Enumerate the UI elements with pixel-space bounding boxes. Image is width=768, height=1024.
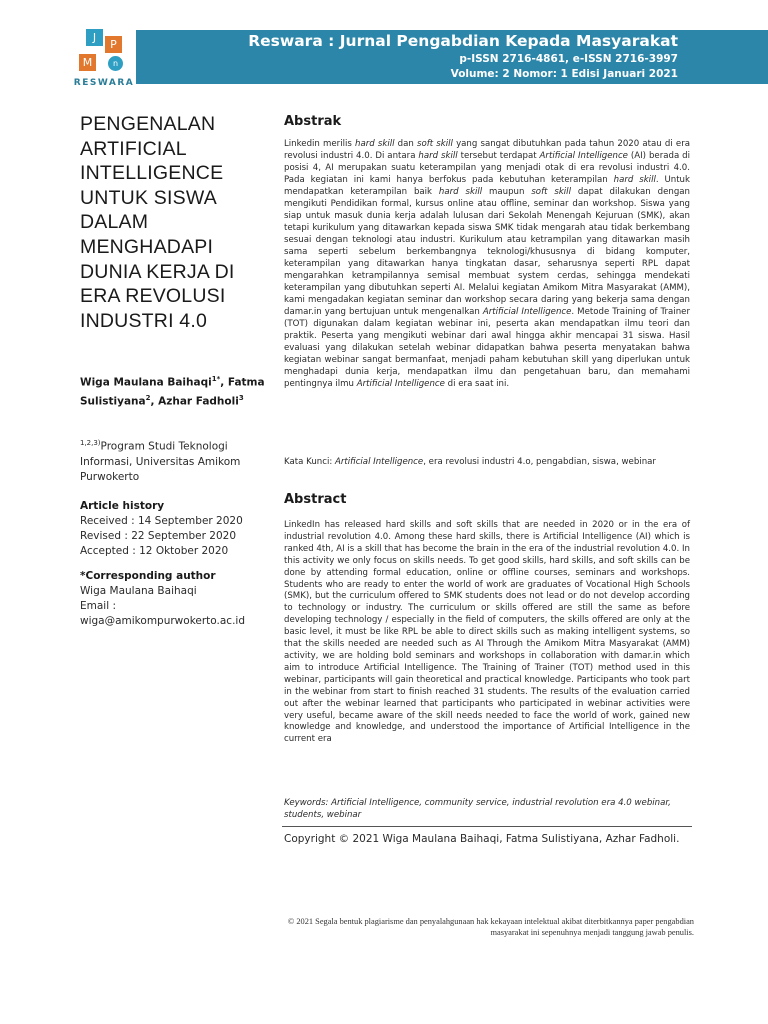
author-list — [80, 372, 270, 409]
journal-title: Reswara : Jurnal Pengabdian Kepada Masyarakat — [248, 32, 678, 50]
divider — [282, 826, 692, 827]
footer-note: © 2021 Segala bentuk plagiarisme dan penyalahgunaan hak kekayaan intelektual akibat diterbitkannya paper pengabdian masyarakat ini sepenuhnya menjadi tanggung jawab penulis. — [287, 917, 694, 937]
logo-letter-j: J — [86, 29, 103, 46]
abstrak-text: Linkedin merilis hard skill dan soft skill yang sangat dibutuhkan pada tahun 2020 atau di era revolusi industri 4.0. Di antara hard skill tersebut terdapat Artificial Intelligence (AI) berada di posisi 4, AI merupakan suatu keterampilan yang menjadi otak di era revolusi industri 4.0. Pada kegiatan ini kami hanya berfokus pada kebutuhan keterampilan hard skill. Untuk mendapatkan keterampilan baik hard skill maupun soft skill dapat dilakukan dengan mengikuti Pendidikan formal, kursus online atau offline, seminar dan workshop. Siswa yang siap untuk masuk dunia kerja adalah lulusan dari Sekolah Menengah Kejuruan (SMK), akan tetapi kurikulum yang ditawarkan kepada siswa SMK tidak mengarah atau tidak berkembang sesuai dengan teknologi atau industri. Kurikulum atau ketrampilan yang ditawarkan masih sama seperti sebelum berkembangnya teknologi/khususnya di bidang komputer, keterampilan yang ditawarkan hanya tingkatan dasar, seharusnya seperti RPL dapat mengarahkan ketrampilannya semisal membuat system cerdas, sehingga mendekati keterampilan yang dibutuhkan seperti AI. Melalui kegiatan Amikom Mitra Masyarakat (AMM), kami mengadakan kegiatan seminar dan workshop secara daring yang bekerja sama dengan damar.in yang bertujuan untuk mengenalkan Artificial Intelligence. Metode Training of Trainer (TOT) digunakan dalam kegiatan webinar ini, peserta akan mendapatkan ilmu teori dan praktik. Peserta yang mengikuti webinar dari awal hingga akhir mencapai 31 siswa. Hasil evaluasi yang dilakukan setelah webinar didapatkan bahwa peserta menyatakan bahwa kegiatan webinar sangat bermanfaat, menjadi paham kebutuhan skill yang diperlukan untuk menghadapi dunia kerja, mendapatkan ilmu dan pengetahuan baru, dan memahami pentingnya ilmu Artificial Intelligence di era saat ini. — [284, 139, 690, 389]
author-name: , Fatma Sulistiyana — [80, 376, 265, 407]
journal-volume: Volume: 2 Nomor: 1 Edisi Januari 2021 — [450, 68, 678, 80]
logo-letter-p: P — [105, 36, 122, 53]
author-marker: 3 — [238, 393, 244, 402]
journal-banner — [136, 30, 768, 84]
article-title: PENGENALAN ARTIFICIAL INTELLIGENCE UNTUK SISWA DALAM MENGHADAPI DUNIA KERJA DI ERA REVOLUSI INDUSTRI 4.0 — [80, 113, 235, 332]
journal-issn: p-ISSN 2716-4861, e-ISSN 2716-3997 — [459, 53, 678, 65]
revised-date: Revised : 22 September 2020 — [80, 530, 237, 542]
abstract-text: LinkedIn has released hard skills and soft skills that are needed in 2020 or in the era of industrial revolution 4.0. Among these hard skills, there is Artificial Intelligence (AI) which is ranked 4th, AI is a skill that has become the brain in the era of the industrial revolution 4.0. In this activity we only focus on skills needs. To get good skills, hard skills, and soft skills can be done by attending formal education, online or offline courses, seminars and workshops. Students who are ready to enter the world of work are graduates of Vocational High Schools (SMK), but the curriculum offered to SMK students does not lead or do not develop according to technology or industry. The curriculum or skills offered are still the same as before developing technology / especially in the field of computers, the skills offered are only at the basic level, it must be like RPL be able to direct skills such as making intelligent systems, so that the skills needed are needed such as AI Through the Amikom Mitra Masyarakat (AMM) activity, we are holding bold seminars and workshops in collaboration with damar.in which aim to introduce Artificial Intelligence. The Training of Trainer (TOT) method used in this webinar, participants will gain theoretical and practical knowledge. Participants who took part in the webinar from start to finish reached 31 students. The results of the evaluation carried out after the webinar learned that participants who participated in webinar activities were very useful, became aware of the skill needs needed to face the world of work, gained new knowledge and knowledge, and understood the importance of Artificial Intelligence in the current era — [284, 520, 690, 745]
email-link[interactable]: wiga@amikompurwokerto.ac.id — [80, 615, 245, 627]
author-name: Wiga Maulana Baihaqi — [80, 376, 212, 389]
keywords: Keywords: Artificial Intelligence, community service, industrial revolution era 4.0 webinar, students, webinar — [284, 798, 671, 820]
author-marker: 1* — [211, 375, 221, 383]
article-history — [80, 514, 280, 559]
abstrak-heading: Abstrak — [284, 114, 342, 129]
affiliation — [80, 436, 270, 485]
article-history-heading: Article history — [80, 500, 165, 512]
affiliation-marker: 1,2,3) — [80, 439, 101, 447]
kata-kunci-label: Kata Kunci: — [284, 457, 335, 467]
abstract-heading: Abstract — [284, 492, 347, 507]
accepted-date: Accepted : 12 Oktober 2020 — [80, 545, 229, 557]
author-marker: 2 — [145, 393, 151, 402]
author-name: , Azhar Fadholi — [150, 395, 239, 407]
corresponding-author — [80, 584, 280, 629]
logo-wordmark: RESWARA — [73, 78, 135, 88]
logo-letter-m: M — [79, 54, 96, 71]
journal-logo — [72, 26, 136, 98]
kata-kunci: Kata Kunci: Artificial Intelligence, era revolusi industri 4.o, pengabdian, siswa, webinar — [284, 457, 656, 467]
corresponding-author-name: Wiga Maulana Baihaqi — [80, 585, 197, 597]
email-label: Email : — [80, 600, 117, 612]
affiliation-text: Program Studi Teknologi Informasi, Universitas Amikom Purwokerto — [80, 440, 241, 483]
corresponding-author-heading: *Corresponding author — [80, 570, 216, 582]
copyright-notice: Copyright © 2021 Wiga Maulana Baihaqi, Fatma Sulistiyana, Azhar Fadholi. — [284, 833, 680, 845]
logo-letter-n: n — [108, 56, 123, 71]
received-date: Received : 14 September 2020 — [80, 515, 243, 527]
